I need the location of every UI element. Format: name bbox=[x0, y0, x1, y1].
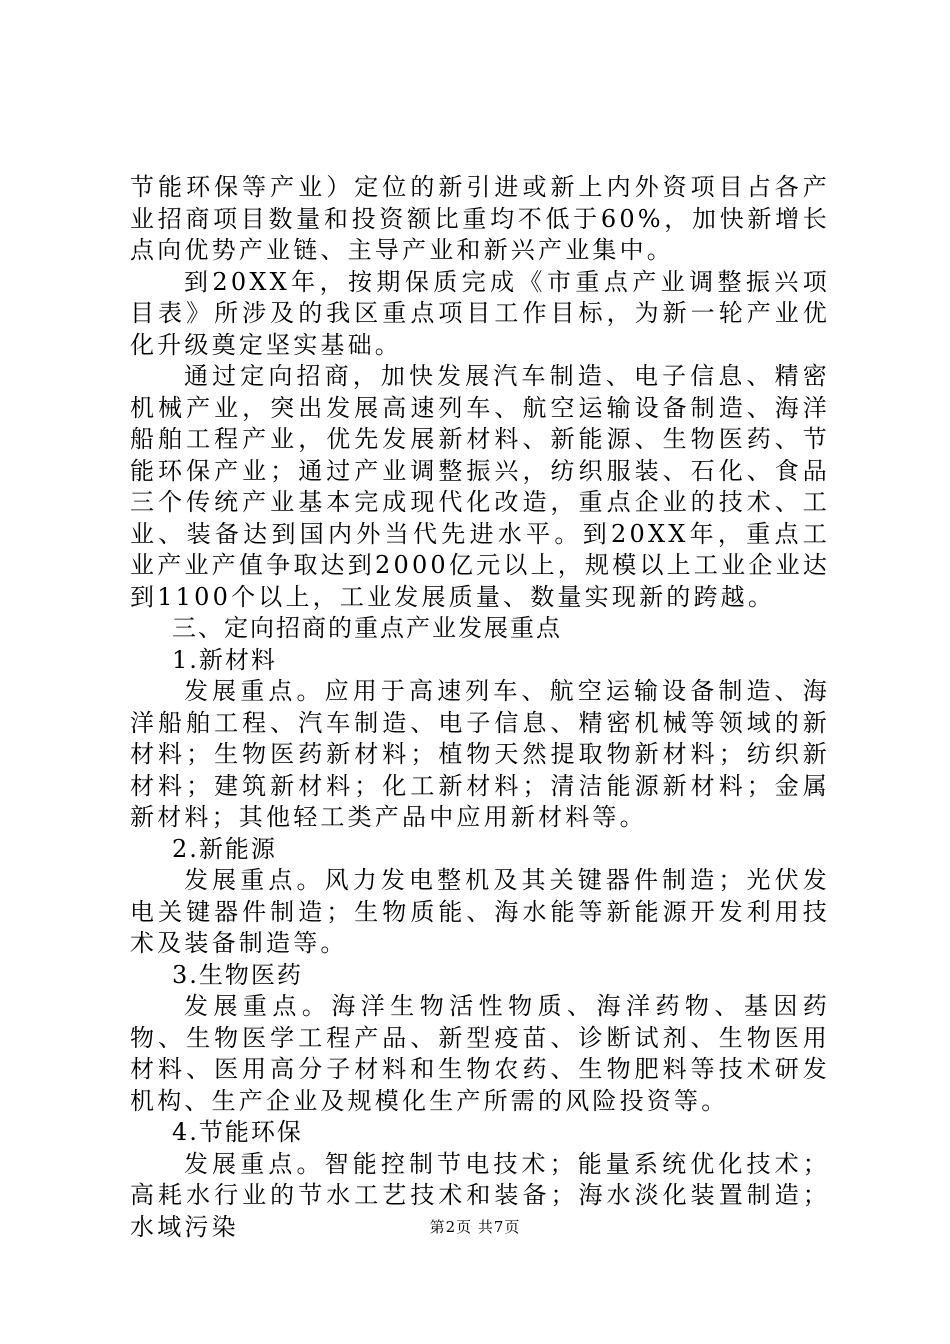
body-paragraph: 发展重点。风力发电整机及其关键器件制造；光伏发电关键器件制造；生物质能、海水能等新能源开发利用技术及装备制造等。 bbox=[130, 866, 830, 957]
body-paragraph: 发展重点。智能控制节电技术；能量系统优化技术；高耗水行业的节水工艺技术和装备；海水淡化装置制造；水域污染 bbox=[130, 1149, 830, 1241]
body-paragraph: 节能环保等产业）定位的新引进或新上内外资项目占各产业招商项目数量和投资额比重均不低于60%，加快新增长点向优势产业链、主导产业和新兴产业集中。 bbox=[130, 173, 830, 264]
subsection-heading: 3.生物医药 bbox=[172, 960, 303, 989]
body-paragraph: 到20XX年，按期保质完成《市重点产业调整振兴项目表》所涉及的我区重点项目工作目标，为新一轮产业优化升级奠定坚实基础。 bbox=[130, 267, 830, 359]
subsection-heading: 4.节能环保 bbox=[172, 1118, 303, 1146]
body-paragraph: 通过定向招商，加快发展汽车制造、电子信息、精密机械产业，突出发展高速列车、航空运输设备制造、海洋船舶工程产业，优先发展新材料、新能源、生物医药、节能环保产业；通过产业调整振兴，纺织服装、石化、食品三个传统产业基本完成现代化改造，重点企业的技术、工业、装备达到国内外当代先进水平。到20XX年，重点工业产业产值争取达到2000亿元以上，规模以上工业企业达到1100个以上，工业发展质量、数量实现新的跨越。 bbox=[130, 362, 830, 611]
subsection-heading: 1.新材料 bbox=[172, 645, 277, 674]
subsection-heading: 2.新能源 bbox=[172, 834, 277, 863]
body-paragraph: 发展重点。应用于高速列车、航空运输设备制造、海洋船舶工程、汽车制造、电子信息、精密机械等领域的新材料；生物医药新材料；植物天然提取物新材料；纺织新材料；建筑新材料；化工新材料；清洁能源新材料；金属新材料；其他轻工类产品中应用新材料等。 bbox=[130, 677, 830, 831]
page-footer: 第2页 共7页 bbox=[429, 1218, 521, 1236]
document-body bbox=[130, 172, 830, 1243]
body-paragraph: 发展重点。海洋生物活性物质、海洋药物、基因药物、生物医学工程产品、新型疫苗、诊断试剂、生物医用材料、医用高分子材料和生物农药、生物肥料等技术研发机构、生产企业及规模化生产所需的风险投资等。 bbox=[130, 992, 830, 1115]
section-heading: 三、定向招商的重点产业发展重点 bbox=[172, 614, 562, 642]
